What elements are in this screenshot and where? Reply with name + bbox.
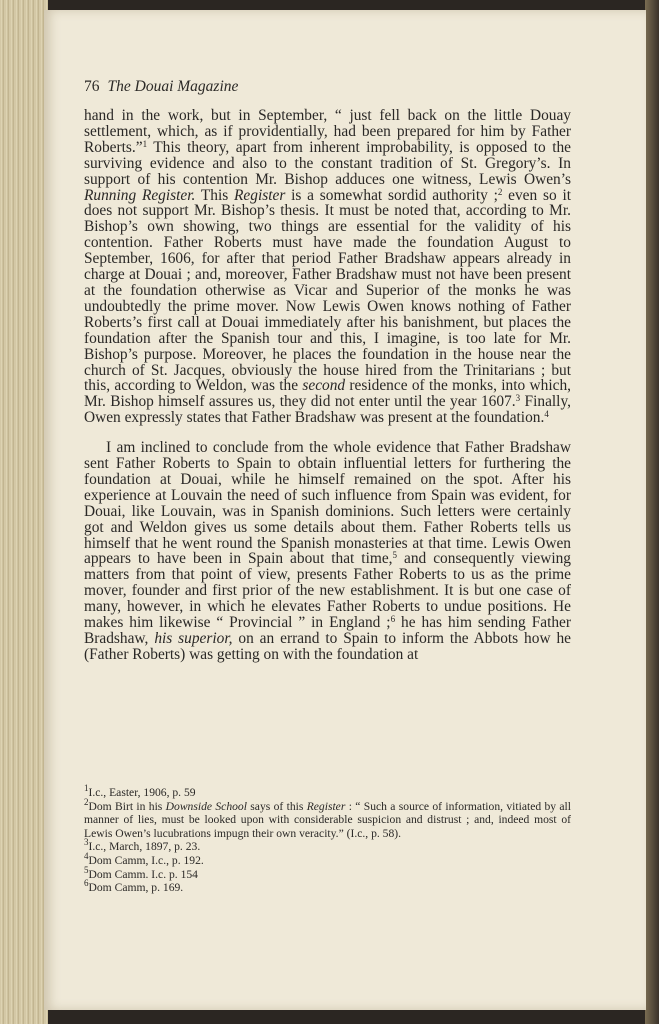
text-run: This xyxy=(195,186,235,204)
footnote-text: Dom Camm, p. 169. xyxy=(88,881,184,895)
footnote-1 xyxy=(84,783,571,800)
footnote-4 xyxy=(84,850,571,868)
footnote-text: I.c., Easter, 1906, p. 59 xyxy=(88,786,196,799)
footnote-number: 3 xyxy=(84,837,89,848)
text-run: residence of the monks, into which, Mr. Bishop himself assures us, they did not enter until the year 1607. xyxy=(84,377,571,411)
running-head xyxy=(84,78,238,96)
emphasis: his superior, xyxy=(154,630,233,647)
paragraph-2 xyxy=(84,440,571,663)
page-number: 76 xyxy=(84,78,100,95)
book-title: Downside School xyxy=(165,799,247,813)
footnote-number: 5 xyxy=(84,864,89,875)
footnote-ref-1: 1 xyxy=(142,138,148,149)
text-run: he has him sending Father Bradshaw, xyxy=(84,614,572,647)
text-run: even so it does not support Mr. Bishop’s thesis. It must be noted that, according to Mr. Bishop’s own showing, two things are essential for the validity of his contention. Father Roberts must have made the foundation August to September, 1606, for after that period Father Bradshaw appears already in charge at Douai ; and, moreover, Father Bradshaw must not have been present at the foundation otherwise as Vicar and Superior of the monks he was undoubtedly the prime mover. Now Lewis Owen knows nothing of Father Roberts’s first call at Douai immediately after his banishment, but places the foundation after the Spanish tour and this, I imagine, is too late for Mr. Bishop’s purpose. Moreover, he places the foundation in the house near the church of St. Jacques, obviously the house hired from the Trinitarians ; but this, according to Weldon, was the xyxy=(84,186,572,395)
footnote-number: 2 xyxy=(84,796,89,807)
text-run: and consequently viewing matters from that point of view, presents Father Roberts to us as the prime mover, founder and first prior of the new establishment. It is but one case of many, however, in which he elevates Father Roberts to undue positions. He makes him likewise “ Provincial ” in England ; xyxy=(84,550,572,632)
register-title: Register xyxy=(306,799,346,813)
footnote-text: says of this xyxy=(246,799,307,813)
text-run: Finally, Owen expressly states that Father Bradshaw was present at the foundation. xyxy=(84,393,571,427)
footnote-6 xyxy=(84,878,571,895)
footnote-text: Dom Birt in his xyxy=(88,799,166,813)
footnote-2 xyxy=(84,796,572,841)
footnote-5 xyxy=(84,864,571,882)
text-run: I am inclined to conclude from the whole evidence that Father Bradshaw sent Father Roberts to Spain to obtain influential letters for furthering the foundation at Douai, while he himself remained on the spot. After his experience at Louvain the need of such influence from Spain was evident, for Douai, like Louvain, was in Spanish dominions. Such letters were certainly got and Weldon gives us some details about them. Father Roberts tells us himself that he went round the Spanish monasteries at that time. Lewis Owen appears to have been in Spain about that time, xyxy=(84,439,571,568)
book-page-edges xyxy=(0,0,48,1024)
body-text xyxy=(84,108,571,663)
text-run: on an errand to Spain to inform the Abbots how he (Father Roberts) was getting on with the foundation at xyxy=(84,630,571,663)
footnote-ref-2: 2 xyxy=(497,186,503,197)
magazine-title: The Douai Magazine xyxy=(107,78,239,95)
footnotes xyxy=(84,783,572,895)
footnote-number: 4 xyxy=(84,850,89,861)
footnote-text: : “ Such a source of information, vitiated by all manner of lies, must be looked upon with considerable suspicion and distrust ; and, indeed most of Lewis Owen’s lucubrations impugn their own veracity.” (I.c., p. 58). xyxy=(84,799,572,840)
book-title: Running Register. xyxy=(84,186,196,204)
footnote-ref-4: 4 xyxy=(544,409,549,420)
footnote-3 xyxy=(84,837,571,854)
footnote-ref-3: 3 xyxy=(515,393,521,404)
footnote-number: 6 xyxy=(84,878,89,889)
footnote-text: I.c., March, 1897, p. 23. xyxy=(88,840,201,854)
footnote-ref-6: 6 xyxy=(390,614,396,625)
text-run: This theory, apart from inherent improbability, is opposed to the surviving evidence and also to the constant tradition of St. Gregory’s. In support of his contention Mr. Bishop adduces one witness, Lewis Owen’s xyxy=(84,138,571,188)
emphasis: second xyxy=(302,377,346,395)
footnote-number: 1 xyxy=(84,783,89,793)
paragraph-1 xyxy=(84,108,571,426)
text-run: hand in the work, but in September, “ just fell back on the little Douay settlement, which, as if providentially, had been prepared for him by Father Roberts.” xyxy=(84,107,571,156)
book-cover-edge xyxy=(645,0,659,1024)
text-run: is a somewhat sordid authority ; xyxy=(285,186,498,204)
footnote-text: Dom Camm, I.c., p. 192. xyxy=(88,853,204,867)
register-title: Register xyxy=(234,186,286,204)
footnote-ref-5: 5 xyxy=(392,550,398,561)
footnote-text: Dom Camm. I.c. p. 154 xyxy=(88,867,198,881)
